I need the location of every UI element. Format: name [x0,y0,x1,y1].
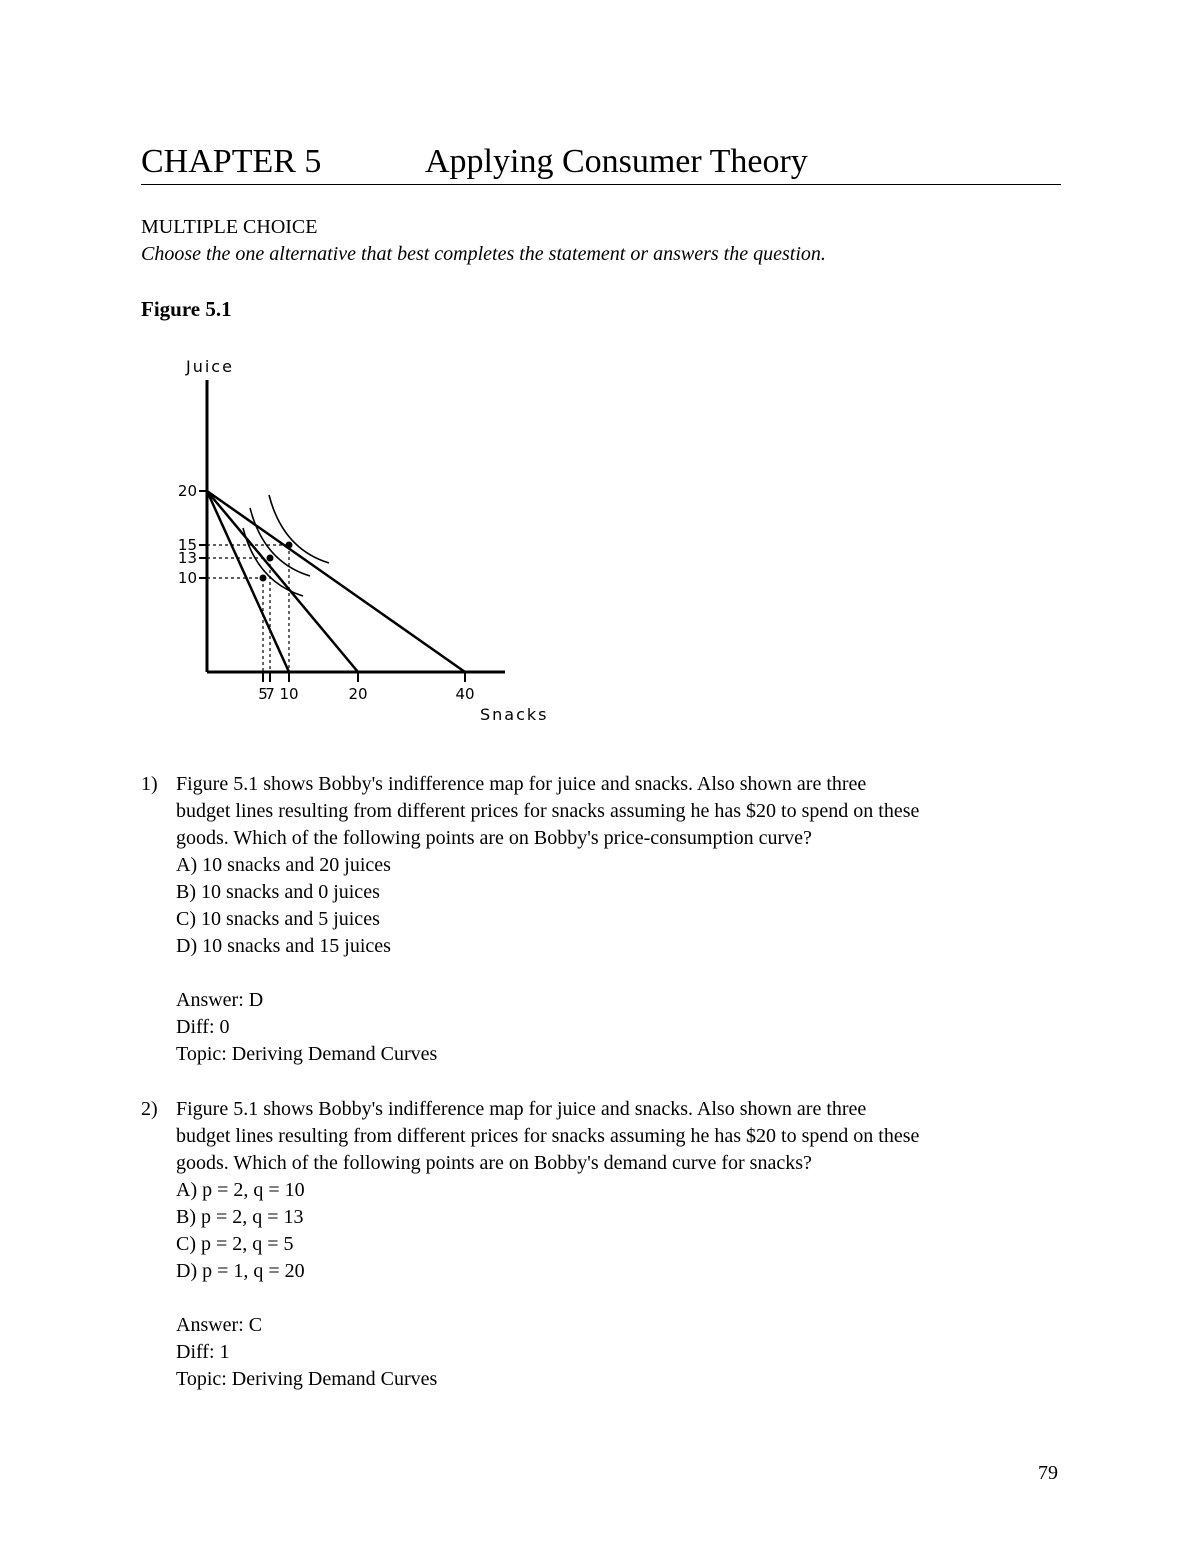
optimal-point [286,542,293,549]
option-d: D) p = 1, q = 20 [176,1260,305,1282]
answer: Answer: C [176,1314,263,1336]
question-number: 2) [141,1098,158,1120]
question-1 [141,771,1071,1068]
section-label: MULTIPLE CHOICE [141,216,318,238]
chapter-number: CHAPTER 5 [141,143,322,180]
question-number: 1) [141,773,158,795]
topic: Topic: Deriving Demand Curves [176,1043,438,1065]
answer: Answer: D [176,989,264,1011]
question-stem-line: Figure 5.1 shows Bobby's indifference map for juice and snacks. Also shown are three [176,1098,867,1120]
question-stem-line: Figure 5.1 shows Bobby's indifference map for juice and snacks. Also shown are three [176,773,867,795]
y-tick-label: 20 [177,482,197,500]
question-stem-line: budget lines resulting from different prices for snacks assuming he has $20 to spend on these [176,1125,920,1147]
question-stem-line: budget lines resulting from different prices for snacks assuming he has $20 to spend on these [176,800,920,822]
chart-xlabel: Snacks [480,705,549,724]
chapter-title: Applying Consumer Theory [425,143,808,180]
y-tick-label: 13 [177,549,197,567]
x-tick-label: 40 [455,685,475,703]
y-tick-label: 10 [177,569,197,587]
x-tick-label: 7 [265,685,275,703]
chapter-header [141,140,1061,185]
option-d: D) 10 snacks and 15 juices [176,935,391,957]
indifference-curve [269,495,329,563]
figure-title: Figure 5.1 [141,297,232,321]
y-tick-label: 15 [177,536,197,554]
optimal-point [267,555,274,562]
instructions: Choose the one alternative that best completes the statement or answers the question. [141,243,826,265]
question-stem-line: goods. Which of the following points are on Bobby's price-consumption curve? [176,827,812,849]
question-2 [141,1096,1071,1393]
topic: Topic: Deriving Demand Curves [176,1368,438,1390]
x-tick-label: 10 [279,685,299,703]
option-c: C) p = 2, q = 5 [176,1233,294,1255]
option-a: A) 10 snacks and 20 juices [176,854,391,876]
page-number: 79 [1038,1462,1058,1484]
option-c: C) 10 snacks and 5 juices [176,908,380,930]
x-tick-label: 5 [258,685,268,703]
option-b: B) p = 2, q = 13 [176,1206,304,1228]
chart-ylabel: Juice [186,357,234,376]
option-b: B) 10 snacks and 0 juices [176,881,380,903]
difficulty: Diff: 1 [176,1341,230,1363]
x-tick-label: 20 [348,685,368,703]
optimal-point [260,575,267,582]
figure-chart [160,350,580,730]
option-a: A) p = 2, q = 10 [176,1179,305,1201]
difficulty: Diff: 0 [176,1016,230,1038]
question-stem-line: goods. Which of the following points are on Bobby's demand curve for snacks? [176,1152,812,1174]
